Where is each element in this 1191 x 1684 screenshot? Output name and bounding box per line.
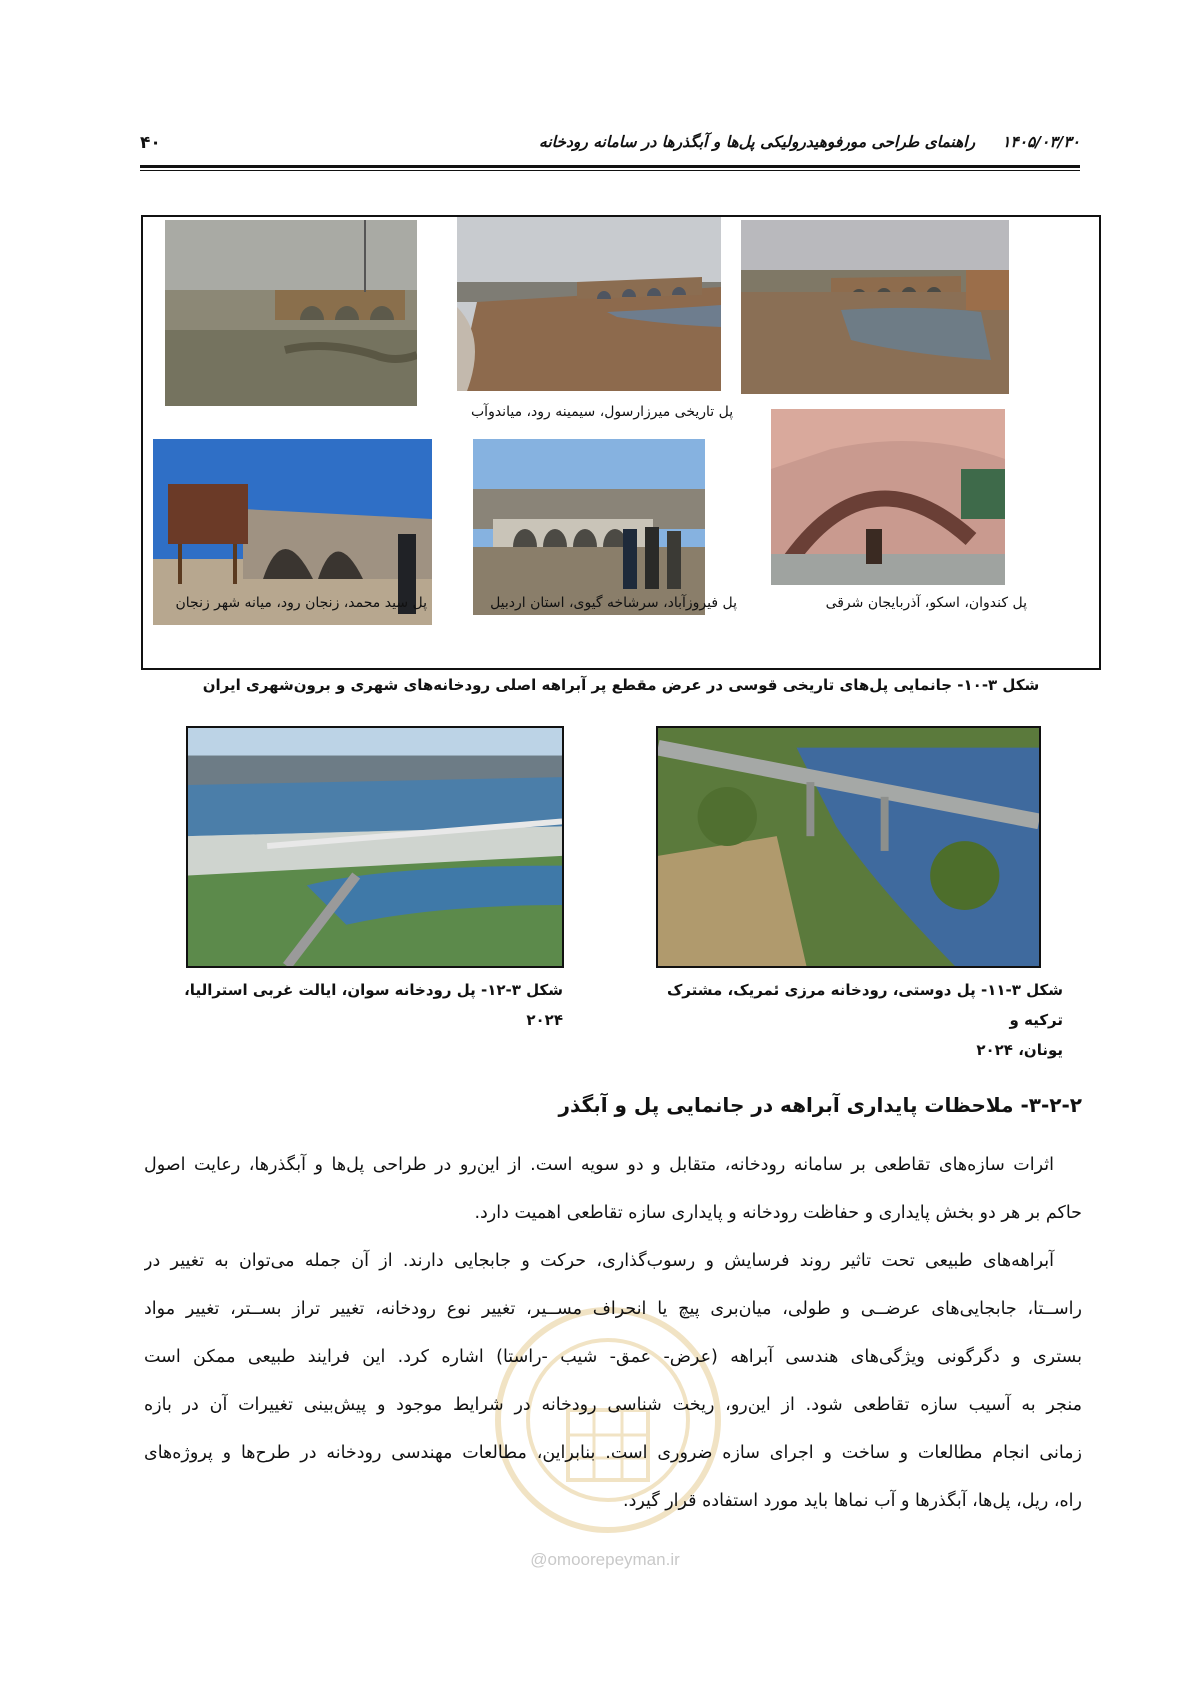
caption-seyed-mohammad: پل سید محمد، زنجان رود، میانه شهر زنجان: [175, 595, 427, 611]
header-rule-thin: [140, 170, 1080, 171]
figure-3-11-caption: [633, 975, 1063, 1065]
paragraph-2: [144, 1237, 1082, 1525]
bridge-photo-firuzabad: [473, 439, 705, 615]
paragraph-line: حاکم بر هر دو بخش پایداری و حفاظت رودخانه و پایداری سازه تقاطعی اهمیت دارد.: [474, 1203, 1082, 1223]
figure-3-10-frame: [141, 215, 1101, 670]
header-title-text: راهنمای طراحی مورفوهیدرولیکی پل‌ها و آبگذرها در سامانه رودخانه: [539, 133, 976, 151]
section-heading: ۳-۲-۲- ملاحظات پایداری آبراهه در جانمایی پل و آبگذر: [558, 1093, 1082, 1117]
figure-3-10-caption: شکل ۳-۱۰- جانمایی پل‌های تاریخی قوسی در عرض مقطع پر آبراهه اصلی رودخانه‌های شهری و برون‌شهری ایران: [202, 676, 1040, 694]
paragraph-line: زمانی انجام مطالعات و ساخت و اجرای سازه ضروری است. بنابراین، مطالعات مهندسی رودخانه در طرح‌ها و پروژه‌های: [144, 1443, 1082, 1463]
figure-3-12-photo-swan-river-bridge: [186, 726, 564, 968]
figure-3-11-caption-line-1: شکل ۳-۱۱- پل دوستی، رودخانه مرزی ئمریک، مشترک ترکیه و: [666, 981, 1063, 1029]
page-number: ۴۰: [140, 133, 161, 153]
running-title: [539, 133, 1080, 151]
bridge-photo-river-arches: [741, 220, 1009, 394]
figure-3-11-photo-friendship-bridge: [656, 726, 1041, 968]
watermark-url: @omoorepeyman.ir: [530, 1550, 680, 1569]
figure-3-11-caption-line-2: یونان، ۲۰۲۴: [976, 1041, 1063, 1059]
paragraph-line: راه، ریل، پل‌ها، آبگذرها و آب نماها باید مورد استفاده قرار گیرد.: [623, 1491, 1082, 1511]
paragraph-1: [144, 1141, 1082, 1237]
paragraph-line: راســتا، جابجایی‌های عرضــی و طولی، میان‌بری پیچ یا انحراف مســیر، تغییر نوع رودخانه، تغییر تراز بســتر، تغییر مواد: [144, 1299, 1082, 1319]
bridge-photo-mirzarasoul: [457, 217, 721, 391]
paragraph-line: بستری و دگرگونی ویژگی‌های هندسی آبراهه (عرض- عمق- شیب -راستا) اشاره کرد. این فرایند طبیعی ممکن است: [144, 1347, 1082, 1367]
paragraph-line: آبراهه‌های طبیعی تحت تاثیر روند فرسایش و رسوب‌گذاری، حرکت و جابجایی دارند. از آن جمله می‌توان به تغییر در: [144, 1251, 1054, 1271]
bridge-photo-kandovan: [771, 409, 1005, 585]
figure-3-12-caption: شکل ۳-۱۲- پل رودخانه سوان، ایالت غربی استرالیا، ۲۰۲۴: [184, 981, 563, 1029]
header-date: ۱۴۰۵/۰۳/۳۰: [1002, 133, 1080, 151]
caption-firuzabad: پل فیروزآباد، سرشاخه گیوی، استان اردبیل: [490, 595, 737, 611]
caption-kandovan: پل کندوان، اسکو، آذربایجان شرقی: [825, 595, 1027, 611]
bridge-photo-grey-river: [165, 220, 417, 406]
caption-mirzarasoul: پل تاریخی میرزارسول، سیمینه رود، میاندوآب: [471, 404, 734, 420]
paragraph-line: منجر به آسیب سازه تقاطعی شود. از این‌رو، ریخت شناسی رودخانه در شرایط موجود و پیش‌بینی تغییرات آن در بازه: [144, 1395, 1082, 1415]
page-header: [140, 125, 1080, 175]
paragraph-line: اثرات سازه‌های تقاطعی بر سامانه رودخانه، متقابل و دو سویه است. از این‌رو در طراحی پل‌ها و آبگذرها، رعایت اصول: [144, 1155, 1054, 1175]
header-rule: [140, 165, 1080, 168]
